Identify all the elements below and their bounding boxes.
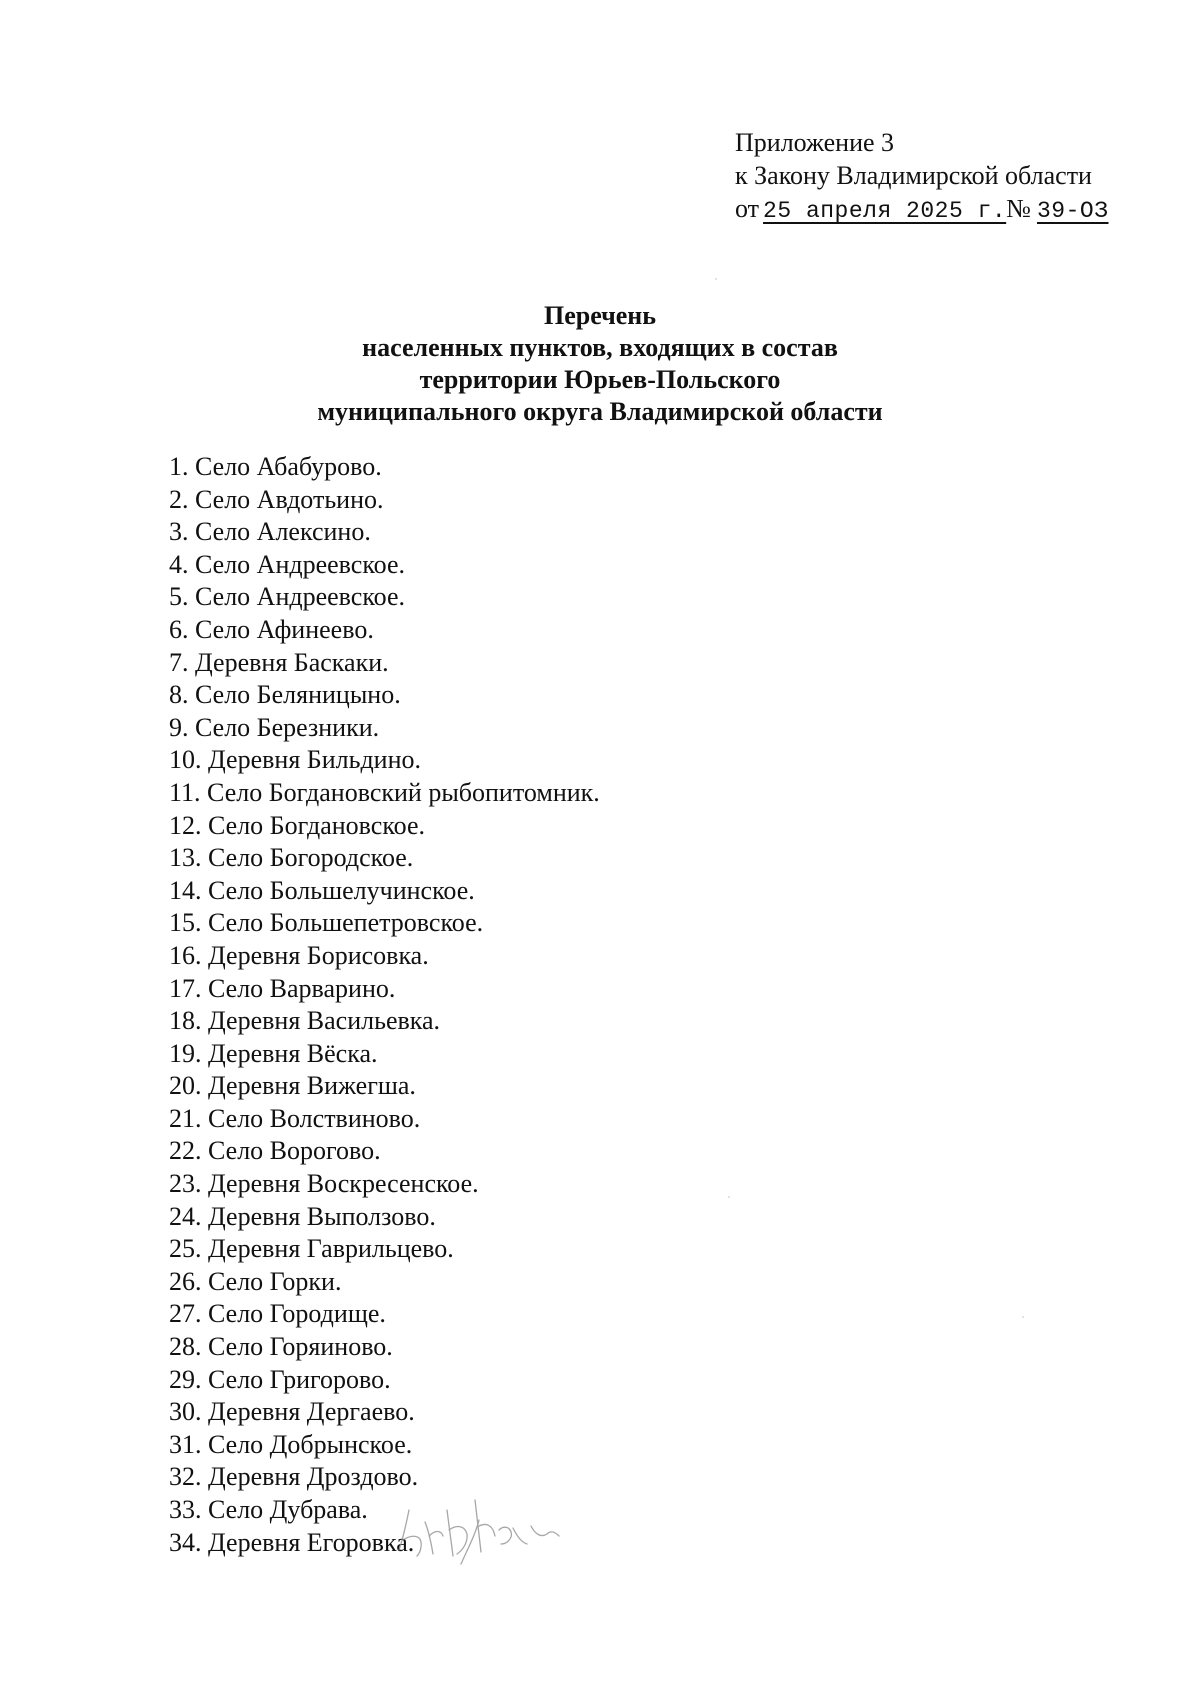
list-item: 4. Село Андреевское. (169, 549, 406, 579)
list-item: 29. Село Григорово. (169, 1364, 391, 1394)
list-item: 10. Деревня Бильдино. (169, 745, 422, 775)
appendix-number-sign: № (1006, 194, 1031, 223)
list-item: 34. Деревня Егоровка. (169, 1527, 415, 1557)
list-item: 6. Село Афинеево. (169, 614, 374, 644)
list-item: 19. Деревня Вёска. (169, 1038, 378, 1068)
list-item: 13. Село Богородское. (169, 843, 414, 873)
list-item: 18. Деревня Васильевка. (169, 1006, 441, 1036)
list-item: 1. Село Абабурово. (169, 452, 382, 481)
appendix-title: Приложение 3 (735, 128, 895, 157)
appendix-date-line (735, 192, 1109, 228)
list-item: 30. Деревня Дергаево. (169, 1397, 415, 1427)
handwritten-signature (395, 1480, 575, 1565)
list-item: 12. Село Богдановское. (169, 810, 425, 840)
appendix-law-reference: к Закону Владимирской области (735, 161, 1092, 190)
list-item: 7. Деревня Баскаки. (169, 647, 389, 677)
list-item: 21. Село Волствиново. (169, 1103, 421, 1133)
document-title (0, 300, 1200, 428)
list-item: 8. Село Беляницыно. (169, 680, 401, 710)
list-item: 2. Село Авдотьино. (169, 484, 384, 514)
list-item: 28. Село Горяиново. (169, 1332, 393, 1362)
list-item: 20. Деревня Вижегша. (169, 1071, 416, 1101)
list-item: 33. Село Дубрава. (169, 1495, 368, 1524)
appendix-header (735, 126, 1109, 228)
list-item: 11. Село Богдановский рыбопитомник. (169, 777, 600, 807)
list-item: 23. Деревня Воскресенское. (169, 1169, 479, 1199)
appendix-number: 39-ОЗ (1036, 198, 1109, 224)
list-item: 26. Село Горки. (169, 1266, 342, 1296)
list-item: 31. Село Добрынское. (169, 1429, 413, 1459)
list-item: 3. Село Алексино. (169, 517, 371, 547)
list-item: 27. Село Городище. (169, 1299, 386, 1329)
list-item: 32. Деревня Дроздово. (169, 1462, 419, 1492)
list-item: 9. Село Березники. (169, 712, 380, 742)
list-item: 17. Село Варварино. (169, 973, 396, 1003)
list-item: 25. Деревня Гаврильцево. (169, 1234, 454, 1264)
scan-speck (728, 1196, 730, 1198)
title-line-3: территории Юрьев-Польского (419, 365, 781, 394)
title-line-1: Перечень (543, 301, 657, 330)
list-item: 14. Село Большелучинское. (169, 875, 475, 905)
scan-speck (1022, 1316, 1024, 1318)
list-item: 15. Село Большепетровское. (169, 908, 484, 938)
settlements-list (169, 451, 600, 1559)
list-item: 5. Село Андреевское. (169, 582, 406, 612)
list-item: 16. Деревня Борисовка. (169, 940, 429, 970)
appendix-date: 25 апреля 2025 г. (763, 198, 1007, 224)
appendix-date-prefix: от (735, 194, 760, 223)
title-line-4: муниципального округа Владимирской области (317, 397, 883, 426)
title-line-2: населенных пунктов, входящих в состав (362, 333, 838, 362)
scan-speck (715, 278, 717, 280)
list-item: 24. Деревня Выползово. (169, 1201, 436, 1231)
list-item: 22. Село Ворогово. (169, 1136, 381, 1166)
